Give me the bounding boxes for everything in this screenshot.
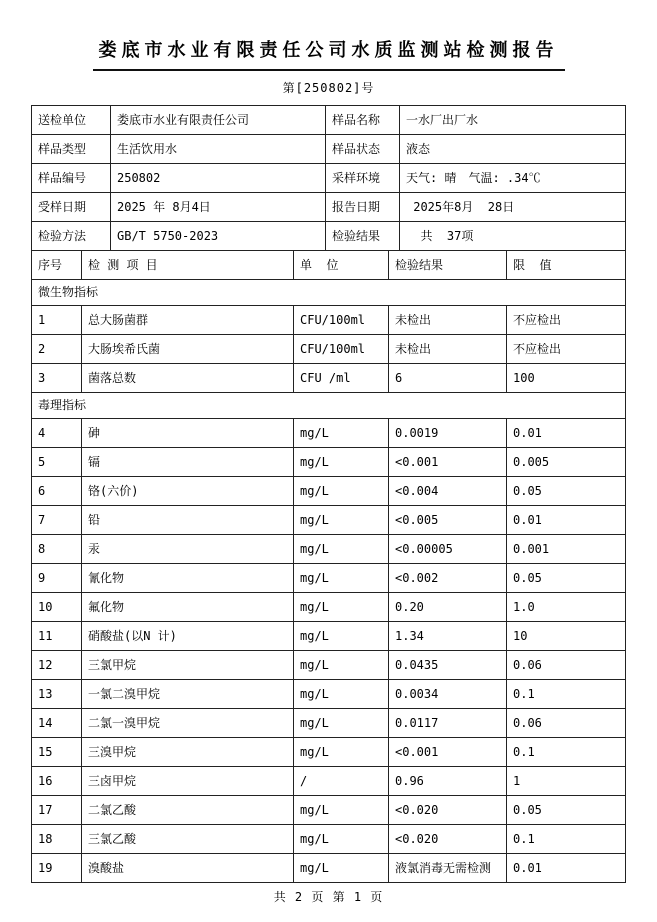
section-header: 毒理指标 (32, 393, 626, 419)
row-no: 1 (32, 306, 82, 335)
info-row (32, 193, 626, 222)
row-limit: 0.001 (507, 535, 626, 564)
row-unit: mg/L (294, 564, 389, 593)
row-limit: 0.05 (507, 564, 626, 593)
info-value: 共 37项 (400, 222, 626, 251)
table-row (32, 335, 626, 364)
results-table (31, 250, 626, 883)
row-item: 氟化物 (82, 593, 294, 622)
row-result: <0.004 (389, 477, 507, 506)
column-header-unit: 单 位 (294, 251, 389, 280)
row-no: 2 (32, 335, 82, 364)
row-no: 14 (32, 709, 82, 738)
row-result: <0.001 (389, 448, 507, 477)
row-no: 6 (32, 477, 82, 506)
info-label: 检验结果 (326, 222, 400, 251)
info-value: 生活饮用水 (111, 135, 326, 164)
row-item: 三氯乙酸 (82, 825, 294, 854)
info-label: 报告日期 (326, 193, 400, 222)
row-no: 11 (32, 622, 82, 651)
row-limit: 0.1 (507, 825, 626, 854)
section-row (32, 393, 626, 419)
table-row (32, 738, 626, 767)
row-limit: 0.01 (507, 854, 626, 883)
info-label: 采样环境 (326, 164, 400, 193)
row-result: 0.0019 (389, 419, 507, 448)
table-row (32, 854, 626, 883)
row-result: 0.0117 (389, 709, 507, 738)
row-limit: 10 (507, 622, 626, 651)
info-label: 样品编号 (32, 164, 111, 193)
row-result: 未检出 (389, 335, 507, 364)
row-limit: 0.06 (507, 709, 626, 738)
row-limit: 0.05 (507, 477, 626, 506)
report-title: 娄底市水业有限责任公司水质监测站检测报告 (93, 36, 565, 71)
info-value: GB/T 5750-2023 (111, 222, 326, 251)
section-header: 微生物指标 (32, 280, 626, 306)
row-unit: mg/L (294, 535, 389, 564)
section-row (32, 280, 626, 306)
column-header-limit: 限 值 (507, 251, 626, 280)
row-no: 16 (32, 767, 82, 796)
row-result: <0.020 (389, 796, 507, 825)
info-label: 受样日期 (32, 193, 111, 222)
row-result: 未检出 (389, 306, 507, 335)
row-limit: 0.1 (507, 738, 626, 767)
row-limit: 1.0 (507, 593, 626, 622)
info-row (32, 222, 626, 251)
row-result: <0.00005 (389, 535, 507, 564)
table-row (32, 680, 626, 709)
info-value: 娄底市水业有限责任公司 (111, 106, 326, 135)
row-unit: mg/L (294, 825, 389, 854)
row-item: 砷 (82, 419, 294, 448)
info-label: 送检单位 (32, 106, 111, 135)
row-result: 液氯消毒无需检测 (389, 854, 507, 883)
row-result: <0.020 (389, 825, 507, 854)
sample-info-table (31, 105, 626, 251)
row-unit: mg/L (294, 419, 389, 448)
row-item: 三溴甲烷 (82, 738, 294, 767)
row-limit: 0.01 (507, 506, 626, 535)
row-unit: mg/L (294, 593, 389, 622)
row-item: 三卤甲烷 (82, 767, 294, 796)
row-unit: mg/L (294, 506, 389, 535)
table-row (32, 477, 626, 506)
row-no: 8 (32, 535, 82, 564)
row-item: 镉 (82, 448, 294, 477)
row-unit: mg/L (294, 709, 389, 738)
table-row (32, 825, 626, 854)
row-limit: 0.005 (507, 448, 626, 477)
row-result: 0.0435 (389, 651, 507, 680)
row-unit: mg/L (294, 622, 389, 651)
row-limit: 0.05 (507, 796, 626, 825)
row-result: 0.20 (389, 593, 507, 622)
table-row (32, 651, 626, 680)
table-row (32, 767, 626, 796)
table-row (32, 364, 626, 393)
row-no: 18 (32, 825, 82, 854)
row-item: 菌落总数 (82, 364, 294, 393)
row-item: 汞 (82, 535, 294, 564)
row-no: 15 (32, 738, 82, 767)
table-row (32, 506, 626, 535)
row-result: 6 (389, 364, 507, 393)
row-unit: CFU/100ml (294, 335, 389, 364)
row-unit: CFU/100ml (294, 306, 389, 335)
table-row (32, 419, 626, 448)
column-header-result: 检验结果 (389, 251, 507, 280)
row-item: 一氯二溴甲烷 (82, 680, 294, 709)
row-limit: 不应检出 (507, 306, 626, 335)
row-item: 总大肠菌群 (82, 306, 294, 335)
table-row (32, 564, 626, 593)
doc-number: 第[250802]号 (282, 81, 375, 95)
row-item: 大肠埃希氏菌 (82, 335, 294, 364)
row-no: 4 (32, 419, 82, 448)
row-unit: mg/L (294, 854, 389, 883)
table-row (32, 709, 626, 738)
row-limit: 不应检出 (507, 335, 626, 364)
info-label: 检验方法 (32, 222, 111, 251)
info-label: 样品名称 (326, 106, 400, 135)
table-row (32, 535, 626, 564)
results-header-row (32, 251, 626, 280)
info-value: 2025 年 8月4日 (111, 193, 326, 222)
table-row (32, 622, 626, 651)
info-row (32, 106, 626, 135)
info-row (32, 164, 626, 193)
row-result: 0.0034 (389, 680, 507, 709)
table-row (32, 448, 626, 477)
row-result: <0.005 (389, 506, 507, 535)
info-label: 样品类型 (32, 135, 111, 164)
row-item: 三氯甲烷 (82, 651, 294, 680)
row-unit: mg/L (294, 448, 389, 477)
column-header-item: 检 测 项 目 (82, 251, 294, 280)
row-unit: CFU /ml (294, 364, 389, 393)
table-row (32, 796, 626, 825)
row-item: 二氯一溴甲烷 (82, 709, 294, 738)
row-unit: mg/L (294, 738, 389, 767)
row-unit: mg/L (294, 477, 389, 506)
table-row (32, 306, 626, 335)
row-limit: 100 (507, 364, 626, 393)
row-no: 7 (32, 506, 82, 535)
row-unit: / (294, 767, 389, 796)
info-label: 样品状态 (326, 135, 400, 164)
row-no: 10 (32, 593, 82, 622)
row-item: 硝酸盐(以N 计) (82, 622, 294, 651)
row-no: 19 (32, 854, 82, 883)
row-no: 5 (32, 448, 82, 477)
info-value: 天气: 晴 气温: .34℃ (400, 164, 626, 193)
row-no: 12 (32, 651, 82, 680)
row-no: 9 (32, 564, 82, 593)
info-value: 2025年8月 28日 (400, 193, 626, 222)
row-result: <0.001 (389, 738, 507, 767)
row-no: 3 (32, 364, 82, 393)
row-no: 13 (32, 680, 82, 709)
row-unit: mg/L (294, 680, 389, 709)
table-row (32, 593, 626, 622)
row-limit: 0.01 (507, 419, 626, 448)
info-row (32, 135, 626, 164)
row-unit: mg/L (294, 651, 389, 680)
row-result: 0.96 (389, 767, 507, 796)
title-wrap (0, 0, 657, 71)
column-header-no: 序号 (32, 251, 82, 280)
row-result: <0.002 (389, 564, 507, 593)
row-item: 氰化物 (82, 564, 294, 593)
row-limit: 1 (507, 767, 626, 796)
row-unit: mg/L (294, 796, 389, 825)
row-item: 二氯乙酸 (82, 796, 294, 825)
row-no: 17 (32, 796, 82, 825)
page-footer: 共 2 页 第 1 页 (273, 890, 384, 904)
row-result: 1.34 (389, 622, 507, 651)
row-limit: 0.1 (507, 680, 626, 709)
row-item: 铬(六价) (82, 477, 294, 506)
row-item: 溴酸盐 (82, 854, 294, 883)
info-value: 液态 (400, 135, 626, 164)
info-value: 一水厂出厂水 (400, 106, 626, 135)
info-value: 250802 (111, 164, 326, 193)
row-limit: 0.06 (507, 651, 626, 680)
row-item: 铅 (82, 506, 294, 535)
